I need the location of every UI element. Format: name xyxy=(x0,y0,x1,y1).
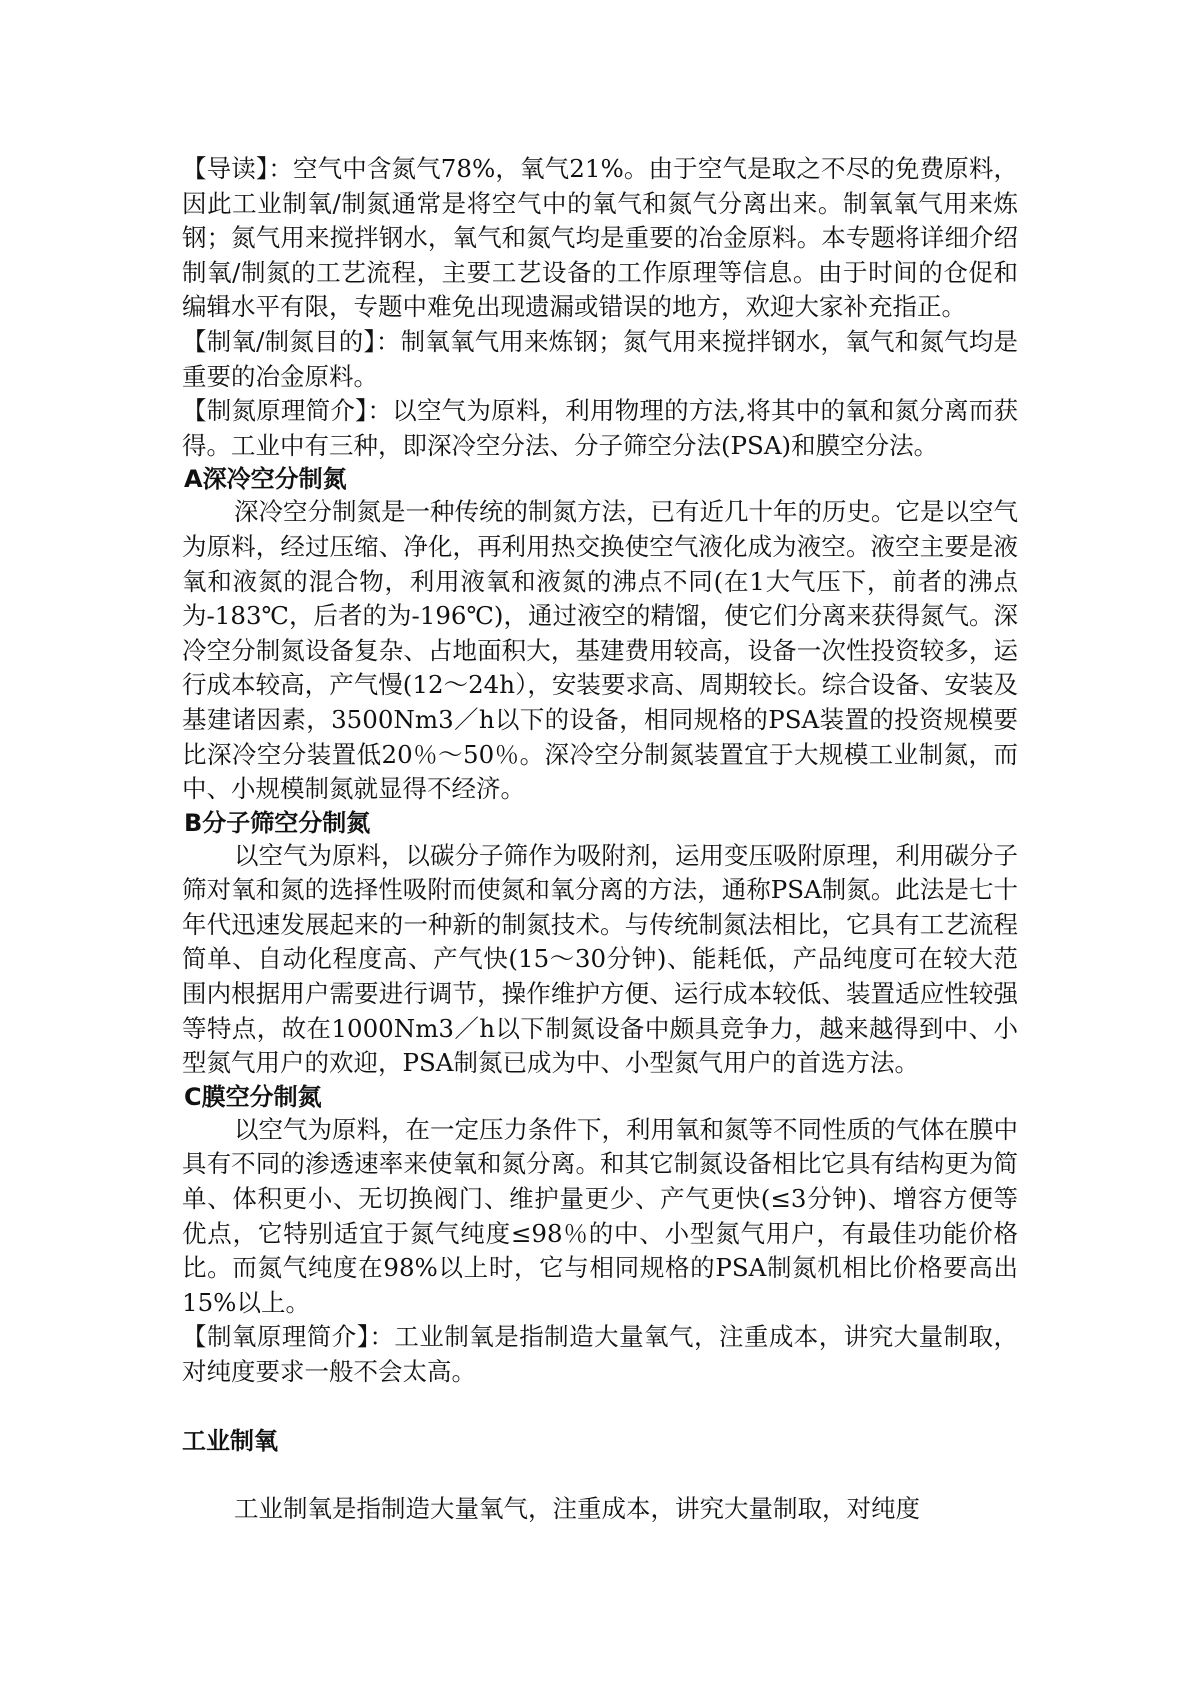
oxygen-principle-text: ：工业制氧是指制造大量氧气，注重成本，讲究大量制取，对纯度要求一般不会太高。 xyxy=(182,1322,1019,1386)
section-a-body: 深冷空分制氮是一种传统的制氮方法，已有近几十年的历史。它是以空气为原料，经过压缩、净化，再利用热交换使空气液化成为液空。液空主要是液氧和液氮的混合物，利用液氧和液氮的沸点不同(在1大气压下，前者的沸点为-183℃，后者的为-196℃)，通过液空的精馏，使它们分离来获得氮气。深冷空分制氮设备复杂、占地面积大，基建费用较高，设备一次性投资较多，运行成本较高，产气慢(12～24h），安装要求高、周期较长。综合设备、安装及基建诸因素，3500Nm3／h以下的设备，相同规格的PSA装置的投资规模要比深冷空分装置低20％～50％。深冷空分制氮装置宜于大规模工业制氮，而中、小规模制氮就显得不经济。 xyxy=(182,497,1018,804)
nitrogen-principle-label: 【制氮原理简介】 xyxy=(182,396,368,426)
nitrogen-principle-text: ：以空气为原料，利用物理的方法,将其中的氧和氮分离而获得。工业中有三种，即深冷空分法、分子筛空分法(PSA)和膜空分法。 xyxy=(182,396,1019,460)
purpose-text: ：制氧氧气用来炼钢；氮气用来搅拌钢水，氧气和氮气均是重要的冶金原料。 xyxy=(182,326,1018,391)
section-b-heading: B分子筛空分制氮 xyxy=(184,808,371,837)
purpose-label: 【制氧/制氮目的】 xyxy=(182,326,376,356)
section-c-heading: C膜空分制氮 xyxy=(184,1082,322,1111)
section-b-body: 以空气为原料，以碳分子筛作为吸附剂，运用变压吸附原理，利用碳分子筛对氧和氮的选择性吸附而使氮和氧分离的方法，通称PSA制氮。此法是七十年代迅速发展起来的一种新的制氮技术。与传统制氮法相比，它具有工艺流程简单、自动化程度高、产气快(15～30分钟)、能耗低，产品纯度可在较大范围内根据用户需要进行调节，操作维护方便、运行成本较低、装置适应性较强等特点，故在1000Nm3／h以下制氮设备中颇具竞争力，越来越得到中、小型氮气用户的欢迎，PSA制氮已成为中、小型氮气用户的首选方法。 xyxy=(182,840,1018,1078)
section-c-body: 以空气为原料，在一定压力条件下，利用氧和氮等不同性质的气体在膜中具有不同的渗透速率来使氧和氮分离。和其它制氮设备相比它具有结构更为简单、体积更小、无切换阀门、维护量更少、产气更快(≤3分钟)、增容方便等优点，它特别适宜于氮气纯度≤98％的中、小型氮气用户，有最佳功能价格比。而氮气纯度在98%以上时，它与相同规格的PSA制氮机相比价格要高出15%以上。 xyxy=(182,1114,1018,1317)
intro-paragraph xyxy=(182,152,1018,325)
intro-label: 【导读】 xyxy=(182,154,269,183)
industrial-oxygen-body: 工业制氧是指制造大量氧气，注重成本，讲究大量制取，对纯度 xyxy=(234,1493,920,1523)
section-a-heading: A深冷空分制氮 xyxy=(184,465,347,494)
purpose-paragraph xyxy=(182,325,1018,394)
industrial-oxygen-title: 工业制氧 xyxy=(182,1426,278,1455)
oxygen-principle-label: 【制氧原理简介】 xyxy=(182,1322,370,1352)
nitrogen-principle-paragraph xyxy=(182,394,1018,463)
document-page xyxy=(182,152,1018,1526)
intro-text: ：空气中含氮气78%，氧气21%。由于空气是取之不尽的免费原料，因此工业制氧/制氮通常是将空气中的氧气和氮气分离出来。制氧氧气用来炼钢；氮气用来搅拌钢水，氧气和氮气均是重要的冶金原料。本专题将详细介绍制氧/制氮的工艺流程，主要工艺设备的工作原理等信息。由于时间的仓促和编辑水平有限，专题中难免出现遗漏或错误的地方，欢迎大家补充指正。 xyxy=(182,154,1018,322)
oxygen-principle-paragraph xyxy=(182,1320,1018,1389)
